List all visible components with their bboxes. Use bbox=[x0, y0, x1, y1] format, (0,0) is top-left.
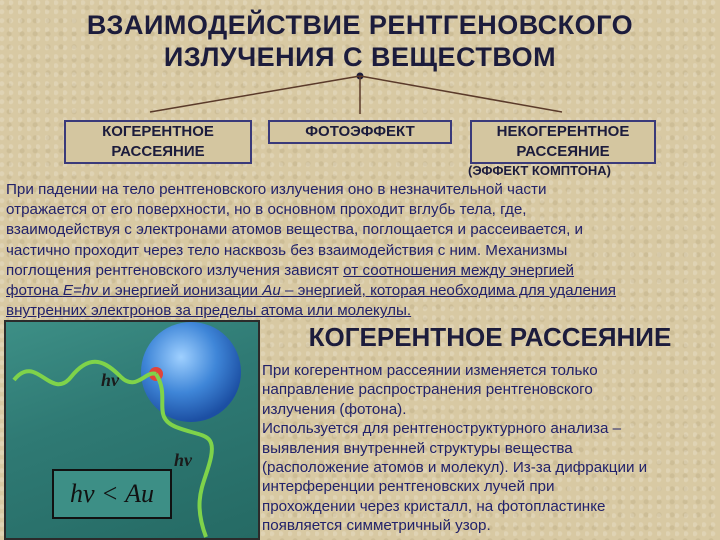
desc-line: появляется симметричный узор. bbox=[262, 517, 491, 535]
para-line bbox=[6, 301, 718, 321]
connector-right bbox=[360, 76, 562, 112]
para-line: взаимодействуя с электронами атомов вещества, поглощается и рассеивается, и bbox=[6, 221, 584, 239]
photo-label: ФОТОЭФФЕКТ bbox=[305, 123, 415, 140]
para-underlined: от соотношения между энергией bbox=[343, 261, 575, 279]
scattered-photon-label: hν bbox=[174, 450, 192, 470]
para-line: частично проходит через тело насквозь без взаимодействия с ним. Механизмы bbox=[6, 241, 568, 259]
desc-line: выявления внутренней структуры вещества bbox=[262, 439, 573, 457]
incoherent-label-2: РАССЕЯНИЕ bbox=[516, 143, 610, 160]
para-text: фотона bbox=[6, 282, 63, 300]
photoeffect-box bbox=[268, 120, 452, 144]
scattering-illustration bbox=[4, 320, 260, 540]
branch-connectors bbox=[0, 0, 720, 130]
coherent-label-2: РАССЕЯНИЕ bbox=[111, 143, 205, 160]
para-underlined: внутренних электронов за пределы атома или молекулы. bbox=[6, 302, 412, 320]
desc-line: интерференции рентгеновских лучей при bbox=[262, 478, 555, 496]
incoherent-scattering-box bbox=[470, 120, 656, 164]
desc-line: направление распространения рентгеновского bbox=[262, 381, 593, 399]
para-line: При падении на тело рентгеновского излучения оно в незначительной части bbox=[6, 181, 547, 198]
para-formula-energy: E=hν bbox=[62, 282, 98, 300]
title-line-2: ИЗЛУЧЕНИЯ С ВЕЩЕСТВОМ bbox=[163, 42, 557, 72]
desc-line: При когерентном рассеянии изменяется только bbox=[262, 362, 598, 379]
compton-label: (ЭФФЕКТ КОМПТОНА) bbox=[468, 163, 611, 178]
para-text: – энергией, которая необходима для удаления bbox=[280, 282, 617, 300]
para-line bbox=[6, 281, 718, 301]
para-line bbox=[6, 261, 718, 281]
para-text: и энергией ионизации bbox=[97, 282, 263, 300]
para-formula-ionization: Aи bbox=[262, 282, 281, 300]
incident-photon-wave bbox=[14, 362, 156, 384]
connector-left bbox=[150, 76, 360, 112]
coherent-description bbox=[262, 361, 718, 536]
energy-condition-formula: hν < Aи bbox=[52, 469, 172, 519]
incoherent-label-1: НЕКОГЕРЕНТНОЕ bbox=[496, 123, 630, 140]
coherent-label-1: КОГЕРЕНТНОЕ bbox=[102, 123, 214, 140]
title-line-1: ВЗАИМОДЕЙСТВИЕ РЕНТГЕНОВСКОГО bbox=[86, 10, 634, 40]
desc-line: излучения (фотона). bbox=[262, 400, 407, 418]
desc-line: Используется для рентгеноструктурного анализа – bbox=[262, 420, 622, 438]
incident-photon-label: hν bbox=[101, 370, 119, 390]
intro-paragraph bbox=[6, 180, 718, 321]
desc-line: (расположение атомов и молекул). Из-за дифракции и bbox=[262, 459, 648, 477]
coherent-scattering-heading: КОГЕРЕНТНОЕ РАССЕЯНИЕ bbox=[308, 322, 672, 352]
para-text: поглощения рентгеновского излучения зависят bbox=[6, 261, 344, 279]
desc-line: прохождении через кристалл, на фотопластинке bbox=[262, 497, 606, 515]
coherent-scattering-box bbox=[64, 120, 252, 164]
para-line: отражается от его поверхности, но в основном проходит вглубь тела, где, bbox=[6, 201, 527, 219]
